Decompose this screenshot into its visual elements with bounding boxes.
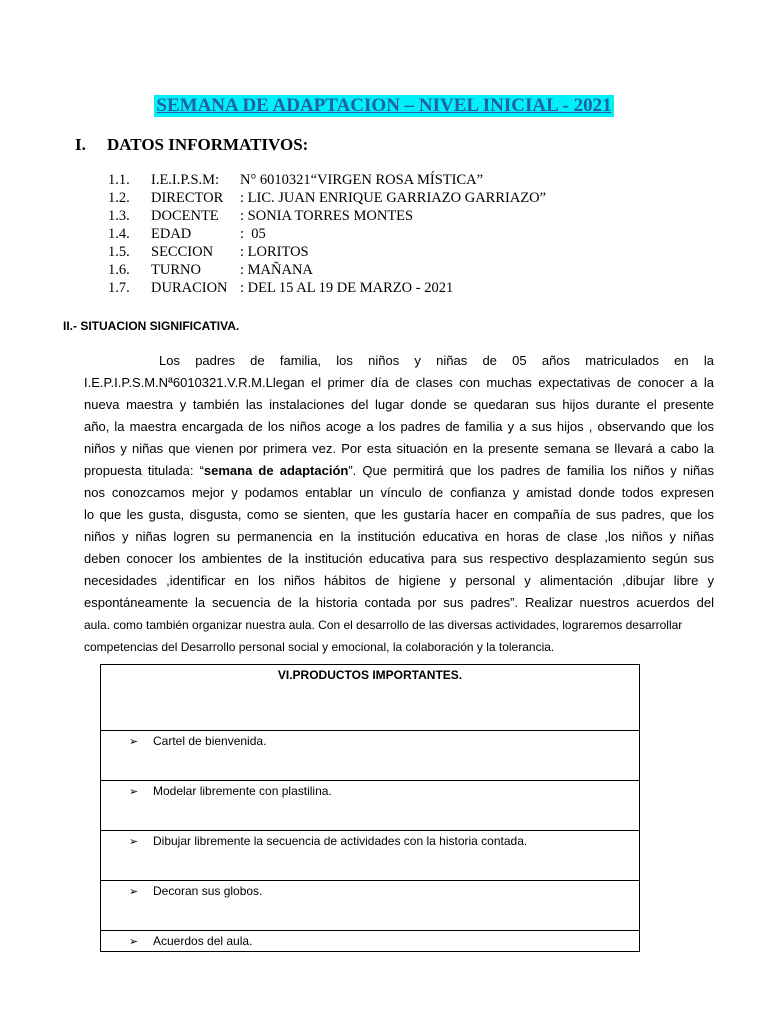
product-item (101, 931, 639, 951)
info-number: 1.3. (108, 208, 130, 224)
info-row (108, 171, 546, 189)
info-row (108, 207, 546, 225)
info-key: DOCENTE (151, 208, 219, 224)
info-value: : LORITOS (240, 244, 309, 260)
info-list (108, 171, 546, 297)
info-value: : LIC. JUAN ENRIQUE GARRIAZO GARRIAZO” (240, 190, 547, 206)
paragraph-text: ”. Que permitirá que los padres de familia los niños y niñas (348, 463, 714, 478)
title-wrapper (0, 95, 768, 117)
info-key: I.E.I.P.S.M: (151, 172, 220, 188)
paragraph-line: nueva maestra y también las instalaciones del lugar donde se quedaran sus hijos durante el presente (84, 397, 714, 412)
info-value: : MAÑANA (240, 262, 313, 278)
info-number: 1.5. (108, 244, 130, 260)
section-1-number: I. (75, 135, 86, 154)
paragraph-emphasis: semana de adaptación (203, 463, 349, 478)
info-row (108, 243, 546, 261)
info-row (108, 225, 546, 243)
situation-paragraph (84, 350, 714, 658)
info-value: N° 6010321“VIRGEN ROSA MÍSTICA” (240, 172, 484, 188)
info-number: 1.7. (108, 280, 130, 296)
product-item (101, 781, 639, 831)
paragraph-line: competencias del Desarrollo personal social y emocional, la colaboración y la tolerancia. (84, 640, 555, 654)
product-item-text: Cartel de bienvenida. (153, 734, 267, 748)
arrow-bullet-icon: ➢ (129, 736, 139, 748)
info-key: EDAD (151, 226, 192, 242)
paragraph-line (84, 460, 714, 482)
paragraph-line: aula. como también organizar nuestra aula. Con el desarrollo de las diversas actividades, lograremos desarrollar (84, 618, 683, 632)
section-1-title: DATOS INFORMATIVOS: (107, 135, 309, 154)
product-item (101, 731, 639, 781)
document-title: SEMANA DE ADAPTACION – NIVEL INICIAL - 2021 (156, 95, 612, 116)
info-value: : SONIA TORRES MONTES (240, 208, 414, 224)
section-1-heading (75, 135, 308, 155)
paragraph-line: niños y niñas logren su permanencia en la institución educativa en horas de clase ,los niños y niñas (84, 529, 714, 544)
paragraph-line: lo que les gusta, disgusta, como se sienten, que les gustaría hacer en compañía de sus padres, que los (84, 507, 714, 522)
info-row (108, 279, 546, 297)
product-item-text: Dibujar libremente la secuencia de actividades con la historia contada. (153, 834, 528, 848)
info-key: DURACION (151, 280, 228, 296)
info-key: SECCION (151, 244, 214, 260)
paragraph-line: espontáneamente la secuencia de la historia contada por sus padres”. Realizar nuestros acuerdos del (84, 595, 714, 610)
arrow-bullet-icon: ➢ (129, 936, 139, 948)
paragraph-line: niños y niñas que vienen por primera vez. Por esta situación en la presente semana se llevará a cabo la (84, 441, 714, 456)
paragraph-line: I.E.P.I.P.S.M.Nª6010321.V.R.M.Llegan el primer día de clases con muchas expectativas de conocer a la (84, 375, 714, 390)
info-value: : DEL 15 AL 19 DE MARZO - 2021 (240, 280, 454, 296)
paragraph-line: nos conozcamos mejor y podamos entablar un vínculo de confianza y amistad donde todos expresen (84, 485, 714, 500)
paragraph-line: necesidades ,identificar en los niños hábitos de higiene y personal y alimentación ,dibujar libre y (84, 573, 714, 588)
info-number: 1.6. (108, 262, 130, 278)
arrow-bullet-icon: ➢ (129, 886, 139, 898)
arrow-bullet-icon: ➢ (129, 786, 139, 798)
info-row (108, 189, 546, 207)
products-table (100, 664, 640, 952)
paragraph-line: deben conocer los ambientes de la institución educativa para sus respectivo desplazamiento según sus (84, 551, 714, 566)
product-item (101, 881, 639, 931)
info-key: TURNO (151, 262, 201, 278)
paragraph-text: propuesta titulada: “ (84, 463, 204, 478)
info-number: 1.4. (108, 226, 130, 242)
paragraph-line: Los padres de familia, los niños y niñas de 05 años matriculados en la (159, 353, 714, 368)
section-2-heading: II.- SITUACION SIGNIFICATIVA. (63, 319, 240, 333)
info-value: : 05 (240, 226, 266, 242)
paragraph-line: año, la maestra encargada de los niños acoge a los padres de familia y a sus hijos , observando que los (84, 419, 714, 434)
product-item-text: Decoran sus globos. (153, 884, 263, 898)
product-item-text: Acuerdos del aula. (153, 934, 253, 948)
products-table-heading: VI.PRODUCTOS IMPORTANTES. (101, 665, 639, 731)
info-row (108, 261, 546, 279)
product-item (101, 831, 639, 881)
info-key: DIRECTOR (151, 190, 224, 206)
product-item-text: Modelar libremente con plastilina. (153, 784, 332, 798)
info-number: 1.1. (108, 172, 130, 188)
arrow-bullet-icon: ➢ (129, 836, 139, 848)
info-number: 1.2. (108, 190, 130, 206)
